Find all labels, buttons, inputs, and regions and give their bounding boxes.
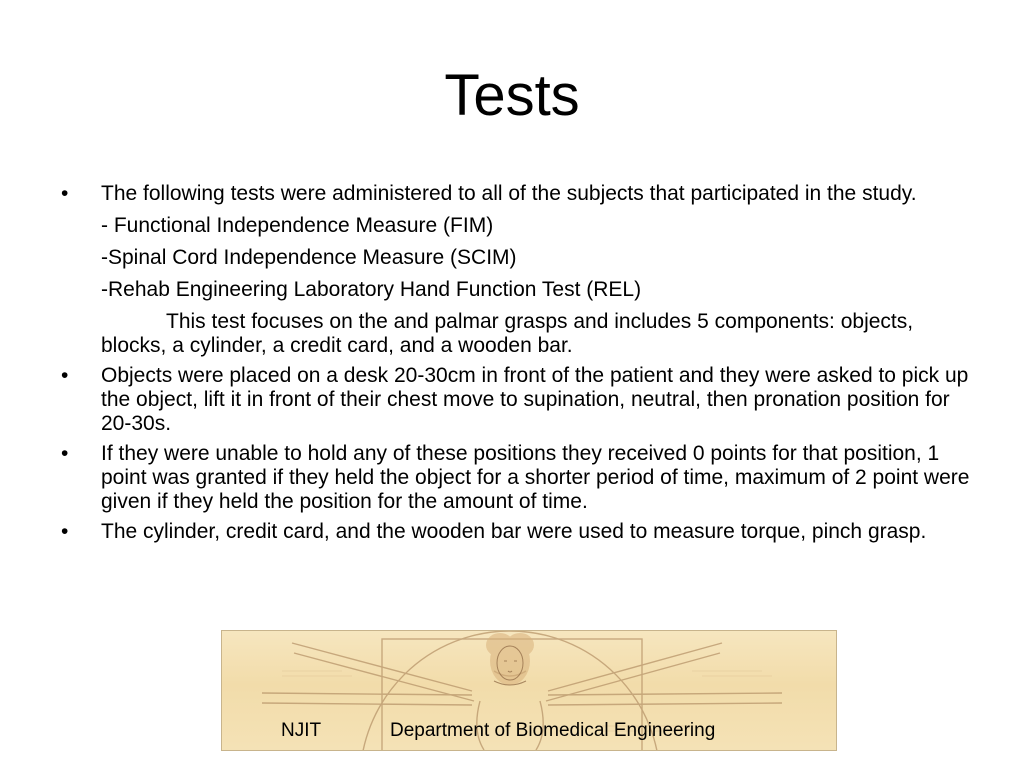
bullet-text: If they were unable to hold any of these positions they received 0 points for that position, 1 point was granted if they held the object for a shorter period of time, maximum of 2 point were given if they held the position for the amount of time. xyxy=(101,442,970,513)
rel-note: This test focuses on the and palmar grasps and includes 5 components: objects, blocks, a cylinder, a credit card, and a wooden bar. xyxy=(101,310,914,357)
bullet-symbol: • xyxy=(61,520,69,543)
bullet-item-3 xyxy=(60,442,970,514)
bullet-text: The following tests were administered to all of the subjects that participated in the study. xyxy=(101,182,917,205)
sub-item-scim: -Spinal Cord Independence Measure (SCIM) xyxy=(101,246,517,269)
slide-title: Tests xyxy=(444,63,580,128)
sub-item-rel: -Rehab Engineering Laboratory Hand Function Test (REL) xyxy=(101,278,642,301)
vitruvian-footer-banner xyxy=(221,630,837,751)
bullet-text: Objects were placed on a desk 20-30cm in front of the patient and they were asked to pick up the object, lift it in front of their chest move to supination, neutral, then pronation position for 20-30s. xyxy=(101,364,969,435)
bullet-symbol: • xyxy=(61,364,69,387)
sub-item-fim: - Functional Independence Measure (FIM) xyxy=(101,214,494,237)
bullet-item-1 xyxy=(60,182,970,358)
bullet-symbol: • xyxy=(61,442,69,465)
footer-institution: NJIT xyxy=(281,720,322,741)
bullet-item-4 xyxy=(60,520,970,544)
footer-department: Department of Biomedical Engineering xyxy=(390,720,716,741)
slide-content xyxy=(60,182,970,550)
bullet-symbol: • xyxy=(61,182,69,205)
bullet-item-2 xyxy=(60,364,970,436)
bullet-text: The cylinder, credit card, and the wooden bar were used to measure torque, pinch grasp. xyxy=(101,520,927,543)
